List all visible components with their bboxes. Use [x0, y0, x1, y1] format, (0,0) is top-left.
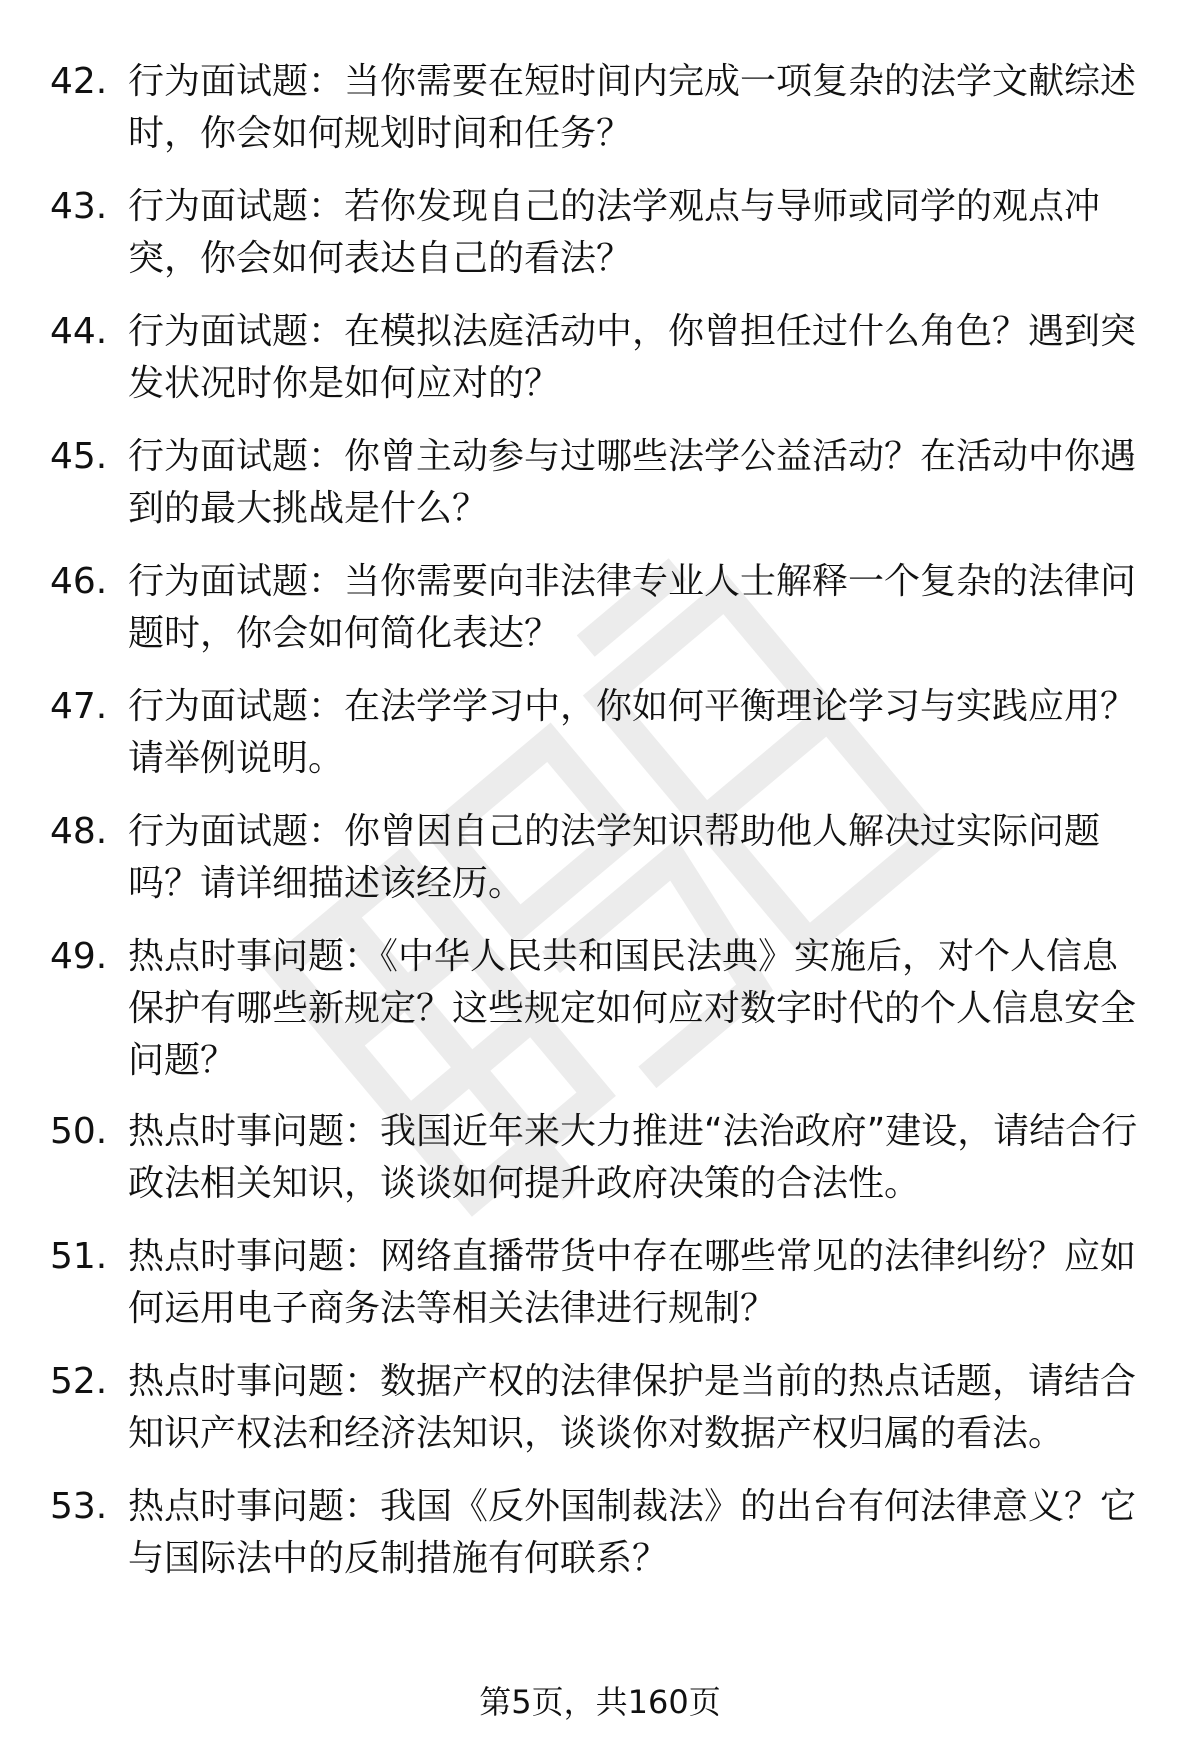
question-text: 行为面试题：当你需要向非法律专业人士解释一个复杂的法律问题时，你会如何简化表达？	[128, 561, 1137, 654]
question-number: 48.	[50, 811, 108, 852]
question-item	[0, 1231, 1200, 1335]
question-item	[0, 806, 1200, 910]
question-item	[0, 56, 1200, 160]
question-item	[0, 306, 1200, 410]
question-item	[0, 1481, 1200, 1585]
question-number: 49.	[50, 936, 108, 977]
question-item	[0, 1356, 1200, 1460]
question-number: 42.	[50, 61, 108, 102]
question-text: 行为面试题：你曾因自己的法学知识帮助他人解决过实际问题吗？请详细描述该经历。	[128, 811, 1101, 904]
question-number: 50.	[50, 1111, 108, 1152]
question-item	[0, 1106, 1200, 1210]
question-item	[0, 931, 1200, 1087]
question-number: 46.	[50, 561, 108, 602]
question-item	[0, 681, 1200, 785]
question-item	[0, 181, 1200, 285]
question-text: 热点时事问题：我国近年来大力推进“法治政府”建设，请结合行政法相关知识，谈谈如何提升政府决策的合法性。	[128, 1111, 1138, 1204]
question-text: 行为面试题：若你发现自己的法学观点与导师或同学的观点冲突，你会如何表达自己的看法？	[128, 186, 1101, 279]
question-item	[0, 556, 1200, 660]
question-number: 43.	[50, 186, 108, 227]
question-number: 44.	[50, 311, 108, 352]
question-text: 热点时事问题：《中华人民共和国民法典》实施后，对个人信息保护有哪些新规定？这些规定如何应对数字时代的个人信息安全问题？	[128, 936, 1137, 1081]
question-text: 热点时事问题：数据产权的法律保护是当前的热点话题，请结合知识产权法和经济法知识，谈谈你对数据产权归属的看法。	[128, 1361, 1137, 1454]
question-item	[0, 431, 1200, 535]
question-text: 行为面试题：在模拟法庭活动中，你曾担任过什么角色？遇到突发状况时你是如何应对的？	[128, 311, 1137, 404]
question-number: 47.	[50, 686, 108, 727]
page-footer	[0, 1680, 1200, 1724]
question-number: 52.	[50, 1361, 108, 1402]
question-text: 热点时事问题：网络直播带货中存在哪些常见的法律纠纷？应如何运用电子商务法等相关法律进行规制？	[128, 1236, 1137, 1329]
question-text: 行为面试题：在法学学习中，你如何平衡理论学习与实践应用？请举例说明。	[128, 686, 1137, 779]
question-text: 行为面试题：你曾主动参与过哪些法学公益活动？在活动中你遇到的最大挑战是什么？	[128, 436, 1137, 529]
question-text: 行为面试题：当你需要在短时间内完成一项复杂的法学文献综述时，你会如何规划时间和任务？	[128, 61, 1137, 154]
question-number: 45.	[50, 436, 108, 477]
question-text: 热点时事问题：我国《反外国制裁法》的出台有何法律意义？它与国际法中的反制措施有何联系？	[128, 1486, 1137, 1579]
question-number: 51.	[50, 1236, 108, 1277]
question-number: 53.	[50, 1486, 108, 1527]
page-number-label: 第5页，共160页	[479, 1683, 721, 1721]
